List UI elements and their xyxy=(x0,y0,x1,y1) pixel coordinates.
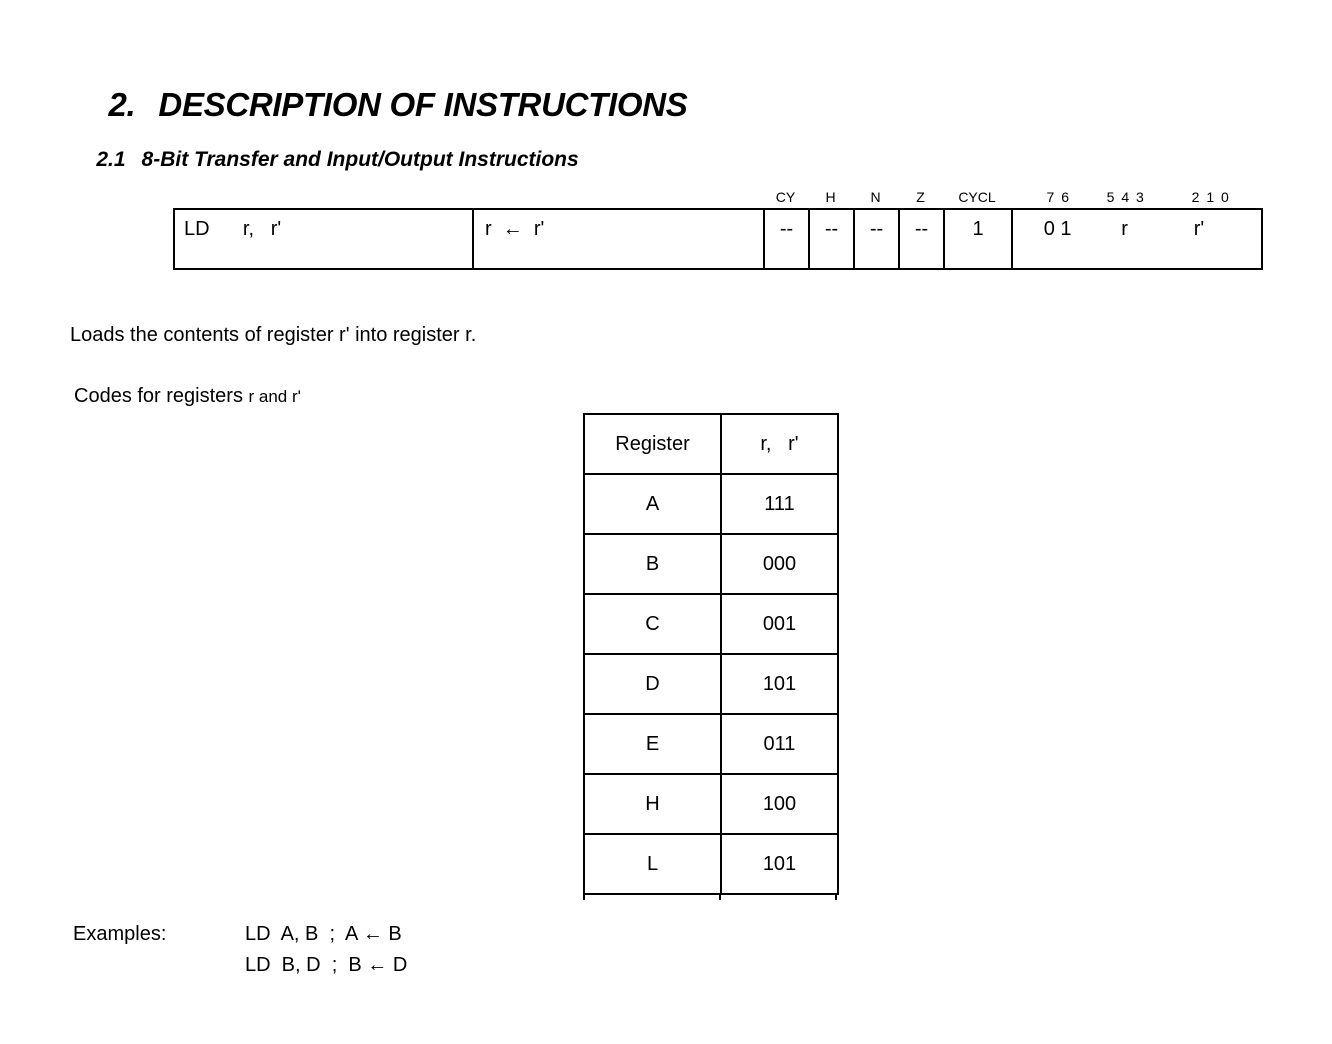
register-code: 101 xyxy=(721,834,838,894)
flag-cy-value: -- xyxy=(765,210,810,268)
examples-label: Examples: xyxy=(73,923,167,945)
table-border-stub xyxy=(583,893,585,900)
table-row xyxy=(584,654,838,714)
bit-label-543: 5 4 3 xyxy=(1106,189,1146,205)
cycles-value: 1 xyxy=(945,210,1013,268)
register-code: 011 xyxy=(721,714,838,774)
register-code: 001 xyxy=(721,594,838,654)
instruction-mnemonic-cell: LD r, r' xyxy=(175,210,474,268)
section-heading xyxy=(73,122,579,198)
opcode-bits-cell xyxy=(1013,210,1261,268)
register-code: 000 xyxy=(721,534,838,594)
flag-label-n: N xyxy=(870,189,881,205)
label-spacer-mnemonic xyxy=(173,189,472,205)
section-number: 2.1 xyxy=(96,148,126,172)
table-row xyxy=(584,774,838,834)
instruction-description: Loads the contents of register r' into register r. xyxy=(70,324,477,346)
flag-z-value: -- xyxy=(900,210,945,268)
register-name: E xyxy=(584,714,721,774)
bit-label-210: 2 1 0 xyxy=(1191,189,1231,205)
flag-label-h: H xyxy=(825,189,836,205)
flag-n-value: -- xyxy=(855,210,900,268)
register-name: D xyxy=(584,654,721,714)
codes-caption xyxy=(74,385,301,408)
instruction-table-column-labels xyxy=(173,189,1261,205)
codes-caption-registers: r and r' xyxy=(248,387,301,406)
instruction-table xyxy=(173,208,1263,270)
opcode-bits-210: r' xyxy=(1193,218,1205,240)
example-line-1: LD A, B ; A ← B xyxy=(245,923,402,945)
register-column-header: Register xyxy=(584,414,721,474)
examples-block xyxy=(73,919,407,981)
table-row xyxy=(584,594,838,654)
cycles-label: CYCL xyxy=(958,189,996,205)
table-row xyxy=(584,534,838,594)
flag-label-z: Z xyxy=(916,189,925,205)
opcode-bits-76: 0 1 xyxy=(1043,218,1072,240)
register-code: 101 xyxy=(721,654,838,714)
bit-position-labels xyxy=(1011,189,1261,205)
table-row xyxy=(584,714,838,774)
page-title-number: 2. xyxy=(108,86,136,124)
register-name: C xyxy=(584,594,721,654)
register-table-header-row xyxy=(584,414,838,474)
table-border-stub xyxy=(719,893,721,900)
table-row xyxy=(584,834,838,894)
register-code: 100 xyxy=(721,774,838,834)
example-line-2: LD B, D ; B ← D xyxy=(245,954,408,976)
bit-label-76: 7 6 xyxy=(1046,189,1071,205)
register-code: 111 xyxy=(721,474,838,534)
flag-label-cy: CY xyxy=(775,189,796,205)
codes-caption-main: Codes for registers xyxy=(74,385,249,407)
register-name: H xyxy=(584,774,721,834)
opcode-bits-543: r xyxy=(1121,218,1128,240)
page-title-text: DESCRIPTION OF INSTRUCTIONS xyxy=(158,86,688,124)
instruction-operation-cell: r ← r' xyxy=(474,210,765,268)
examples-code xyxy=(245,919,407,981)
flag-h-value: -- xyxy=(810,210,855,268)
section-title-text: 8-Bit Transfer and Input/Output Instructions xyxy=(141,148,579,172)
code-column-header: r, r' xyxy=(721,414,838,474)
label-spacer-operation xyxy=(472,189,763,205)
register-name: A xyxy=(584,474,721,534)
register-name: L xyxy=(584,834,721,894)
table-border-stub xyxy=(835,893,837,900)
register-name: B xyxy=(584,534,721,594)
register-table xyxy=(583,413,839,895)
table-row xyxy=(584,474,838,534)
